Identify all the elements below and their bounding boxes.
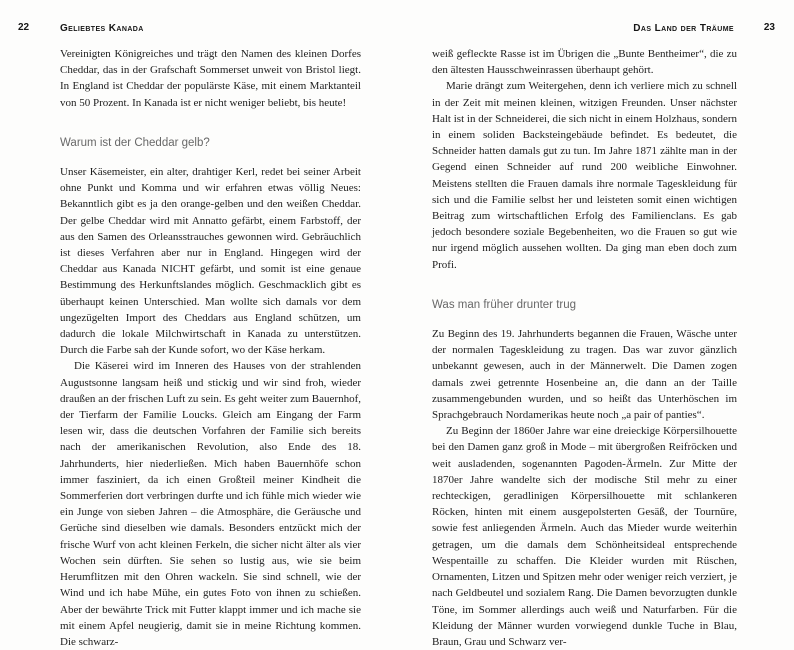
right-page <box>397 0 794 648</box>
right-text-block <box>432 46 737 650</box>
paragraph: Marie drängt zum Weitergehen, denn ich verliere mich zu schnell in der Zeit mit meinen kleinen, witzigen Freunden. Unser nächster Halt ist in der Schneiderei, die sich nicht in einem Holzhaus, sondern in einem soliden Backsteingebäude befindet. Es bedeutet, die Schneider hatten damals gut zu tun. Im Jahre 1871 zählte man in der Gegend einen Schneider auf rund 200 weibliche Einwohner. Meistens stellten die Frauen damals ihre normale Tageskleidung für sich und die Familie selbst her und leisteten somit einen wichtigen Beitrag zum wirtschaftlichen Erfolg des Familienclans. Es gab jedoch besondere soziale Begebenheiten, wo die Frauen so gut wie nur irgend möglich aussehen wollten. Da ging man eben doch zum Profi. <box>432 80 737 271</box>
running-header-left: Geliebtes Kanada <box>60 22 144 34</box>
left-text-block <box>60 46 361 650</box>
paragraph: Zu Beginn des 19. Jahrhunderts begannen die Frauen, Wäsche unter der normalen Tageskleidung zu tragen. Das war zuvor gänzlich unbekannt gewesen, auch in der Männerwelt. Die Damen zogen damals zwei getrennte Hosenbeine an, die dann an der Taille zusammengebunden wurden, und so heißt das Unterhöschen im Sprachgebrauch Nordamerikas heute noch „a pair of panties“. <box>432 328 737 422</box>
page-number-left: 22 <box>18 22 30 33</box>
section-heading: Was man früher drunter trug <box>432 298 577 311</box>
paragraph: Die Käserei wird im Inneren des Hauses von der strahlenden Augustsonne langsam heiß und stickig und wir sind froh, wieder draußen an der frischen Luft zu sein. Es geht weiter zum Bauernhof, der Tierfarm der Familie Loucks. Gleich am Eingang der Farm lesen wir, dass die deutschen Vorfahren der Familie sich bereits nach der amerikanischen Revolution, also Ende des 18. Jahrhunderts, hier niederließen. Mich haben Bauernhöfe schon immer fasziniert, da ich einen Großteil meiner Kindheit die Sommerferien dort verbringen durfte und ich fühle mich wieder wie ein Junge von sieben Jahren – die Atmosphäre, die Geräusche und Gerüche sind dieselben wie damals. Besonders entzückt mich der frische Wurf von acht kleinen Ferkeln, die sicher nicht älter als vier Wochen sein dürften. Sie sehen so lustig aus, wie sie beim Herumflitzen mit den Ohren wackeln. Sie sind schnell, wie der Wind und ich habe Mühe, ein gutes Foto von ihnen zu schießen. Aber der bewährte Trick mit Futter klappt immer und ich mache sie mit einem Apfel neugierig, damit sie in meine Richtung kommen. Die schwarz- <box>60 360 361 648</box>
left-page <box>0 0 397 648</box>
section-heading: Warum ist der Cheddar gelb? <box>60 136 210 149</box>
running-header-right: Das Land der Träume <box>633 22 734 34</box>
page-number-right: 23 <box>763 22 775 33</box>
paragraph: Zu Beginn der 1860er Jahre war eine dreieckige Körpersilhouette bei den Damen ganz groß in Mode – mit übergroßen Reifröcken und weit ausladenden, sogenannten Pagoden-Ärmeln. Zur Mitte der 1870er Jahre wandelte sich der modische Stil mehr zu einer rechteckigen, geradlinigen Körpersilhouette mit schlankeren Röcken, hinten mit einem ausgepolsterten Gesäß, der Tournüre, sowie fest anliegenden Ärmeln. Auch das Mieder wurde weiterhin getragen, um die damals dem Schönheitsideal entsprechende Wespentaille zu schaffen. Die Kleider wurden mit Rüschen, Ornamenten, Litzen und Spitzen mehr oder weniger reich verziert, je nach Geldbeutel und sozialem Rang. Die Damen bevorzugten dunkle Töne, im Sommer allerdings auch weiß und Naturfarben. Für die Kleidung der Männer wurden vorwiegend dunkle Tuche in Blau, Braun, Grau und Schwarz ver- <box>432 425 737 648</box>
paragraph: Vereinigten Königreiches und trägt den Namen des kleinen Dorfes Cheddar, das in der Grafschaft Sommerset unweit von Bristol liegt. In England ist Cheddar der populärste Käse, mit einem Marktanteil von 50 Prozent. In Kanada ist er nicht weniger beliebt, bis heute! <box>60 48 361 109</box>
paragraph: weiß gefleckte Rasse ist im Übrigen die „Bunte Bentheimer“, die zu den ältesten Hausschweinrassen überhaupt gehört. <box>432 48 737 77</box>
paragraph: Unser Käsemeister, ein alter, drahtiger Kerl, redet bei seiner Arbeit ohne Punkt und Komma und wir erfahren etwas völlig Neues: Bekanntlich gibt es ja den orange-gelben und den weißen Cheddar. Der gelbe Cheddar wird mit Annatto gefärbt, einem Farbstoff, der aus den Samen des Orleansstrauches gewonnen wird. Gebräuchlich ist dieses Verfahren aber nur in England. Hingegen wird der Cheddar aus Kanada NICHT gefärbt, und somit ist eine genaue Bestimmung des Herkunftslandes möglich. Geschmacklich gibt es überhaupt keinen Unterschied. Man wollte sich damals vor dem ungezügelten Import des Cheddars aus England schützen, um dadurch die lokale Milchwirtschaft in Kanada zu unterstützen. Durch die Farbe sah der Kunde sofort, wo der Käse herkam. <box>60 166 361 357</box>
